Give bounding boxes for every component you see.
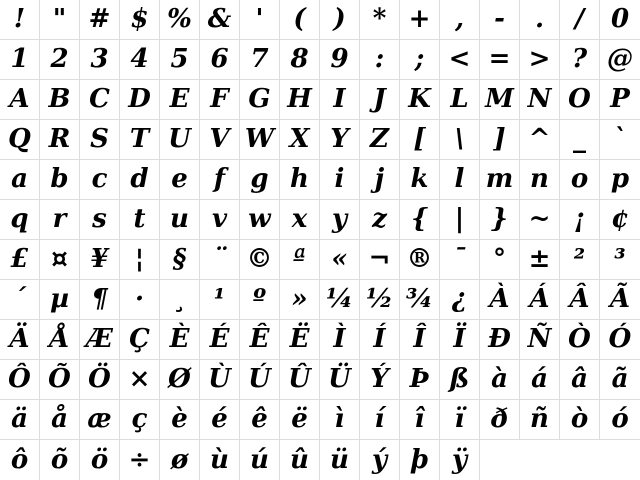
glyph-cell[interactable]: ° — [480, 240, 520, 280]
glyph-cell[interactable]: _ — [560, 120, 600, 160]
glyph-cell[interactable]: ¿ — [440, 280, 480, 320]
glyph-cell[interactable]: ` — [600, 120, 640, 160]
glyph-cell[interactable]: ö — [80, 440, 120, 480]
glyph-cell[interactable]: q — [0, 200, 40, 240]
glyph-cell[interactable]: e — [160, 160, 200, 200]
glyph-cell[interactable]: K — [400, 80, 440, 120]
glyph-cell[interactable]: ¤ — [40, 240, 80, 280]
glyph-cell[interactable]: ± — [520, 240, 560, 280]
glyph-cell[interactable]: h — [280, 160, 320, 200]
glyph-cell[interactable]: ÿ — [440, 440, 480, 480]
glyph-cell[interactable]: # — [80, 0, 120, 40]
glyph-cell[interactable]: ² — [560, 240, 600, 280]
glyph-cell[interactable]: Æ — [80, 320, 120, 360]
glyph-cell[interactable]: ¡ — [560, 200, 600, 240]
glyph-cell[interactable]: Û — [280, 360, 320, 400]
glyph-cell[interactable]: ª — [280, 240, 320, 280]
glyph-cell[interactable]: v — [200, 200, 240, 240]
glyph-cell[interactable]: \ — [440, 120, 480, 160]
glyph-cell[interactable]: t — [120, 200, 160, 240]
glyph-cell[interactable]: A — [0, 80, 40, 120]
glyph-cell[interactable]: è — [160, 400, 200, 440]
glyph-cell[interactable]: É — [200, 320, 240, 360]
glyph-cell[interactable]: 0 — [600, 0, 640, 40]
glyph-cell[interactable]: ? — [560, 40, 600, 80]
glyph-cell[interactable]: ® — [400, 240, 440, 280]
glyph-cell[interactable]: í — [360, 400, 400, 440]
glyph-cell[interactable]: D — [120, 80, 160, 120]
glyph-cell[interactable]: s — [80, 200, 120, 240]
glyph-cell[interactable]: » — [280, 280, 320, 320]
glyph-cell[interactable]: × — [120, 360, 160, 400]
glyph-cell[interactable]: ¹ — [200, 280, 240, 320]
glyph-cell[interactable]: À — [480, 280, 520, 320]
glyph-cell[interactable]: ' — [240, 0, 280, 40]
glyph-cell[interactable]: 5 — [160, 40, 200, 80]
glyph-cell[interactable]: + — [400, 0, 440, 40]
glyph-cell[interactable]: û — [280, 440, 320, 480]
glyph-cell[interactable]: ¸ — [160, 280, 200, 320]
glyph-cell[interactable]: Ð — [480, 320, 520, 360]
glyph-cell[interactable]: Ü — [320, 360, 360, 400]
glyph-cell[interactable]: Þ — [400, 360, 440, 400]
glyph-cell[interactable]: C — [80, 80, 120, 120]
glyph-cell[interactable]: T — [120, 120, 160, 160]
glyph-cell[interactable]: M — [480, 80, 520, 120]
glyph-cell[interactable]: - — [480, 0, 520, 40]
glyph-cell[interactable]: ø — [160, 440, 200, 480]
glyph-cell[interactable]: : — [360, 40, 400, 80]
glyph-cell[interactable]: Ö — [80, 360, 120, 400]
empty-cell — [480, 440, 520, 480]
glyph-cell[interactable]: º — [240, 280, 280, 320]
glyph-cell[interactable]: ¾ — [400, 280, 440, 320]
glyph-cell[interactable]: Ù — [200, 360, 240, 400]
glyph-cell[interactable]: ¢ — [600, 200, 640, 240]
glyph-cell[interactable]: ] — [480, 120, 520, 160]
glyph-cell[interactable]: Á — [520, 280, 560, 320]
glyph-cell[interactable]: S — [80, 120, 120, 160]
glyph-cell[interactable]: ú — [240, 440, 280, 480]
glyph-cell[interactable]: ý — [360, 440, 400, 480]
glyph-cell[interactable]: N — [520, 80, 560, 120]
glyph-cell[interactable]: Ë — [280, 320, 320, 360]
glyph-cell[interactable]: < — [440, 40, 480, 80]
glyph-cell[interactable]: ½ — [360, 280, 400, 320]
glyph-cell[interactable]: Ê — [240, 320, 280, 360]
glyph-cell[interactable]: ³ — [600, 240, 640, 280]
glyph-cell[interactable]: | — [440, 200, 480, 240]
glyph-cell[interactable]: ã — [600, 360, 640, 400]
glyph-cell[interactable]: u — [160, 200, 200, 240]
glyph-cell[interactable]: ! — [0, 0, 40, 40]
glyph-cell[interactable]: ¬ — [360, 240, 400, 280]
glyph-cell[interactable]: Ô — [0, 360, 40, 400]
glyph-cell[interactable]: ( — [280, 0, 320, 40]
glyph-cell[interactable]: ¥ — [80, 240, 120, 280]
glyph-cell[interactable]: ¨ — [200, 240, 240, 280]
glyph-cell[interactable]: ë — [280, 400, 320, 440]
glyph-cell[interactable]: Ç — [120, 320, 160, 360]
glyph-cell[interactable]: " — [40, 0, 80, 40]
glyph-cell[interactable]: Í — [360, 320, 400, 360]
glyph-cell[interactable]: . — [520, 0, 560, 40]
glyph-cell[interactable]: î — [400, 400, 440, 440]
glyph-cell[interactable]: ¦ — [120, 240, 160, 280]
glyph-cell[interactable]: m — [480, 160, 520, 200]
glyph-cell[interactable]: $ — [120, 0, 160, 40]
glyph-cell[interactable]: 1 — [0, 40, 40, 80]
glyph-cell[interactable]: i — [320, 160, 360, 200]
glyph-cell[interactable]: 6 — [200, 40, 240, 80]
glyph-cell[interactable]: n — [520, 160, 560, 200]
glyph-cell[interactable]: ¼ — [320, 280, 360, 320]
glyph-cell[interactable]: X — [280, 120, 320, 160]
glyph-cell[interactable]: Ã — [600, 280, 640, 320]
glyph-cell[interactable]: , — [440, 0, 480, 40]
glyph-cell[interactable]: k — [400, 160, 440, 200]
glyph-cell[interactable]: ¯ — [440, 240, 480, 280]
glyph-cell[interactable]: æ — [80, 400, 120, 440]
glyph-cell[interactable]: b — [40, 160, 80, 200]
glyph-cell[interactable]: W — [240, 120, 280, 160]
glyph-cell[interactable]: V — [200, 120, 240, 160]
glyph-cell[interactable]: ô — [0, 440, 40, 480]
glyph-cell[interactable]: ) — [320, 0, 360, 40]
glyph-cell[interactable]: à — [480, 360, 520, 400]
glyph-cell[interactable]: & — [200, 0, 240, 40]
glyph-cell[interactable]: ì — [320, 400, 360, 440]
glyph-cell[interactable]: 2 — [40, 40, 80, 80]
glyph-cell[interactable]: â — [560, 360, 600, 400]
glyph-cell[interactable]: þ — [400, 440, 440, 480]
glyph-cell[interactable]: 8 — [280, 40, 320, 80]
glyph-cell[interactable]: w — [240, 200, 280, 240]
glyph-cell[interactable]: « — [320, 240, 360, 280]
glyph-cell[interactable]: Y — [320, 120, 360, 160]
glyph-cell[interactable]: ; — [400, 40, 440, 80]
empty-cell — [600, 440, 640, 480]
empty-cell — [560, 440, 600, 480]
glyph-cell[interactable]: / — [560, 0, 600, 40]
glyph-cell[interactable]: * — [360, 0, 400, 40]
glyph-cell[interactable]: g — [240, 160, 280, 200]
glyph-cell[interactable]: P — [600, 80, 640, 120]
glyph-cell[interactable]: a — [0, 160, 40, 200]
glyph-cell[interactable]: U — [160, 120, 200, 160]
glyph-cell[interactable]: å — [40, 400, 80, 440]
glyph-cell[interactable]: Â — [560, 280, 600, 320]
glyph-cell[interactable]: ÷ — [120, 440, 160, 480]
glyph-cell[interactable]: r — [40, 200, 80, 240]
glyph-cell[interactable]: Ñ — [520, 320, 560, 360]
glyph-cell[interactable]: È — [160, 320, 200, 360]
glyph-cell[interactable]: z — [360, 200, 400, 240]
glyph-cell[interactable]: ´ — [0, 280, 40, 320]
glyph-cell[interactable]: R — [40, 120, 80, 160]
glyph-cell[interactable]: Ä — [0, 320, 40, 360]
glyph-cell[interactable]: y — [320, 200, 360, 240]
glyph-cell[interactable]: } — [480, 200, 520, 240]
glyph-cell[interactable]: = — [480, 40, 520, 80]
glyph-cell[interactable]: ñ — [520, 400, 560, 440]
glyph-cell[interactable]: > — [520, 40, 560, 80]
glyph-cell[interactable]: Õ — [40, 360, 80, 400]
glyph-cell[interactable]: f — [200, 160, 240, 200]
glyph-cell[interactable]: á — [520, 360, 560, 400]
glyph-cell[interactable]: Ò — [560, 320, 600, 360]
glyph-cell[interactable]: ó — [600, 400, 640, 440]
glyph-cell[interactable]: B — [40, 80, 80, 120]
glyph-cell[interactable]: Ú — [240, 360, 280, 400]
glyph-cell[interactable]: x — [280, 200, 320, 240]
glyph-cell[interactable]: O — [560, 80, 600, 120]
glyph-cell[interactable]: L — [440, 80, 480, 120]
glyph-cell[interactable]: 3 — [80, 40, 120, 80]
glyph-cell[interactable]: E — [160, 80, 200, 120]
glyph-cell[interactable]: H — [280, 80, 320, 120]
glyph-cell[interactable]: j — [360, 160, 400, 200]
glyph-cell[interactable]: é — [200, 400, 240, 440]
glyph-cell[interactable]: § — [160, 240, 200, 280]
glyph-cell[interactable]: I — [320, 80, 360, 120]
empty-cell — [520, 440, 560, 480]
glyph-cell[interactable]: ^ — [520, 120, 560, 160]
glyph-cell[interactable]: õ — [40, 440, 80, 480]
glyph-cell[interactable]: ê — [240, 400, 280, 440]
glyph-cell[interactable]: Z — [360, 120, 400, 160]
glyph-cell[interactable]: · — [120, 280, 160, 320]
glyph-cell[interactable]: ß — [440, 360, 480, 400]
glyph-cell[interactable]: c — [80, 160, 120, 200]
glyph-cell[interactable]: 4 — [120, 40, 160, 80]
glyph-cell[interactable]: Q — [0, 120, 40, 160]
glyph-cell[interactable]: Ï — [440, 320, 480, 360]
glyph-cell[interactable]: ï — [440, 400, 480, 440]
glyph-cell[interactable]: ¶ — [80, 280, 120, 320]
glyph-cell[interactable]: Ì — [320, 320, 360, 360]
glyph-cell[interactable]: o — [560, 160, 600, 200]
glyph-cell[interactable]: 7 — [240, 40, 280, 80]
glyph-cell[interactable]: ù — [200, 440, 240, 480]
glyph-cell[interactable]: ü — [320, 440, 360, 480]
glyph-cell[interactable]: ~ — [520, 200, 560, 240]
glyph-cell[interactable]: [ — [400, 120, 440, 160]
glyph-cell[interactable]: Ý — [360, 360, 400, 400]
glyph-cell[interactable]: µ — [40, 280, 80, 320]
glyph-cell[interactable]: p — [600, 160, 640, 200]
glyph-cell[interactable]: % — [160, 0, 200, 40]
glyph-cell[interactable]: ä — [0, 400, 40, 440]
glyph-cell[interactable]: Ó — [600, 320, 640, 360]
glyph-cell[interactable]: Å — [40, 320, 80, 360]
glyph-cell[interactable]: G — [240, 80, 280, 120]
glyph-cell[interactable]: ð — [480, 400, 520, 440]
glyph-cell[interactable]: Ø — [160, 360, 200, 400]
glyph-cell[interactable]: { — [400, 200, 440, 240]
glyph-cell[interactable]: l — [440, 160, 480, 200]
glyph-cell[interactable]: © — [240, 240, 280, 280]
glyph-cell[interactable]: Î — [400, 320, 440, 360]
glyph-cell[interactable]: £ — [0, 240, 40, 280]
glyph-cell[interactable]: ç — [120, 400, 160, 440]
glyph-cell[interactable]: ò — [560, 400, 600, 440]
glyph-cell[interactable]: J — [360, 80, 400, 120]
glyph-cell[interactable]: F — [200, 80, 240, 120]
glyph-cell[interactable]: d — [120, 160, 160, 200]
glyph-cell[interactable]: 9 — [320, 40, 360, 80]
glyph-cell[interactable]: @ — [600, 40, 640, 80]
